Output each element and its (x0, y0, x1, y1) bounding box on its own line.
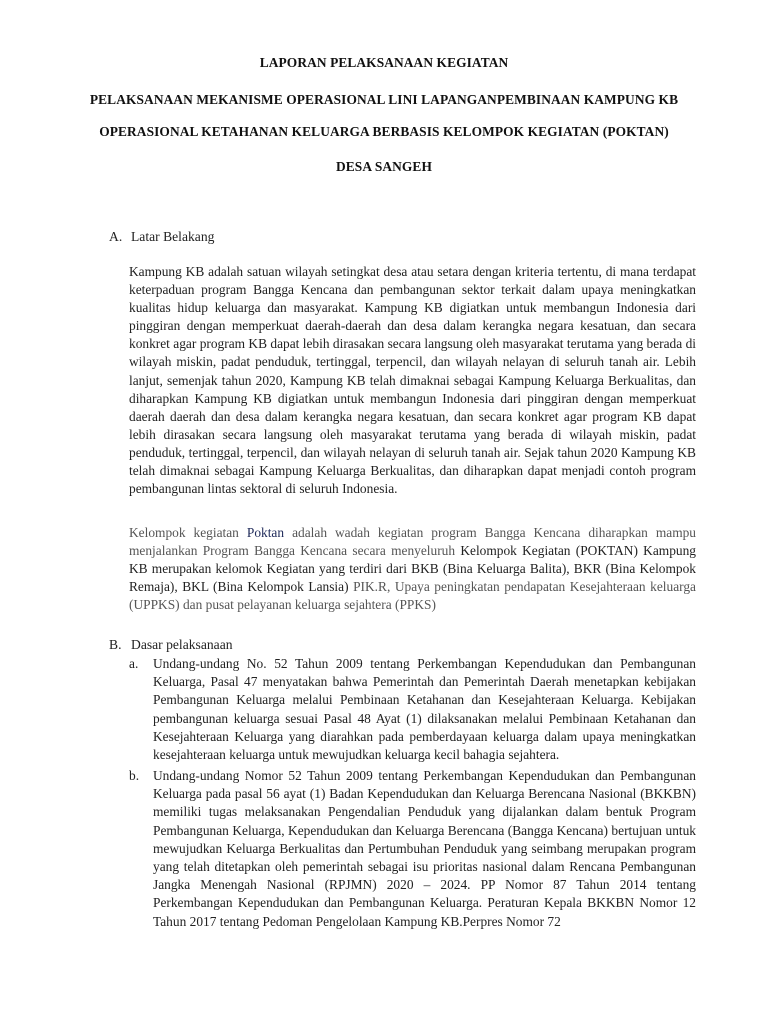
paragraph-2-part-4: PIK.R, Upaya peningkatan pendapatan Kesejahteraan keluarga (UPPKS) dan pusat pelayanan keluarga sejahtera (PPKS) (129, 579, 697, 613)
poktan-link[interactable]: Poktan (246, 525, 285, 540)
section-a-title: Latar Belakang (131, 229, 215, 244)
list-item-text: Undang-undang No. 52 Tahun 2009 tentang Perkembangan Kependudukan dan Pembangunan Keluarga, Pasal 47 menyatakan bahwa Pemerintah dan Pemerintah Daerah menetapkan kebijakan Pembangunan Keluarga melalui Pembinaan Ketahanan dan Kesejahteraan Keluarga. Kebijakan pembangunan keluarga sesuai Pasal 48 Ayat (1) dilaksanakan melalui Pembinaan Ketahanan dan Kesejahteraan Keluarga yang diarahkan pada pemberdayaan keluarga dalam upaya meningkatkan kesejahteraan keluarga untuk mewujudkan keluarga kecil bahagia sejahtera. (153, 656, 696, 763)
background-paragraph-2 (129, 524, 696, 614)
paragraph-2-part-1: Kelompok kegiatan (129, 525, 247, 540)
list-item-marker: a. (129, 656, 139, 671)
background-paragraph-1: Kampung KB adalah satuan wilayah setingkat desa atau setara dengan kriteria tertentu, di mana terdapat keterpaduan program Bangga Kencana dan pembangunan sektor terkait dalam upaya meningkatkan kualitas hidup keluarga dan masyarakat. Kampung KB digiatkan untuk membangun Indonesia dari pinggiran dengan memperkuat daerah-daerah dan desa dalam kerangka negara kesatuan, dan secara konkret agar program KB dapat lebih dirasakan secara langsung oleh masyarakat terutama yang berada di wilayah miskin, padat penduduk, tertinggal, terpencil, dan wilayah nelayan di seluruh tanah air. Lebih lanjut, semenjak tahun 2020, Kampung KB telah dimaknai sebagai Kampung Keluarga Berkualitas, dan diharapkan Kampung KB digiatkan untuk membangun Indonesia dari pinggiran dengan memperkuat daerah daerah dan desa dalam kerangka negara kesatuan, dan secara konkret agar program KB dapat lebih dirasakan secara langsung oleh masyarakat terutama yang berada di wilayah miskin, padat penduduk, tertinggal, terpencil, dan wilayah nelayan di seluruh tanah air. Sejak tahun 2020 Kampung KB telah dimaknai sebagai Kampung Keluarga Berkualitas, dan diharapkan dapat menjadi contoh program pembangunan lintas sektoral di seluruh Indonesia. (129, 264, 696, 497)
paragraph-2-part-3: Kelompok Kegiatan (POKTAN) Kampung KB merupakan kelomok Kegiatan yang terdiri dari BKB (Bina Keluarga Balita), BKR (Bina Kelompok Remaja), BKL (Bina Kelompok Lansia) (129, 543, 696, 595)
section-b-heading (109, 637, 233, 653)
report-subtitle-line-2: OPERASIONAL KETAHANAN KELUARGA BERBASIS KELOMPOK KEGIATAN (POKTAN) (99, 124, 669, 139)
report-title: LAPORAN PELAKSANAAN KEGIATAN (259, 55, 509, 70)
report-location: DESA SANGEH (336, 159, 432, 174)
report-subtitle-line-1: PELAKSANAAN MEKANISME OPERASIONAL LINI LAPANGANPEMBINAAN KAMPUNG KB (89, 92, 679, 107)
section-b-letter: B. (109, 637, 122, 652)
paragraph-2-part-2: adalah wadah kegiatan program Bangga Kencana diharapkan mampu menjalankan Program Bangga Kencana secara menyeluruh (129, 525, 696, 559)
list-item-text: Undang-undang Nomor 52 Tahun 2009 tentang Perkembangan Kependudukan dan Pembangunan Keluarga pada pasal 56 ayat (1) Badan Kependudukan dan Keluarga Berencana Nasional (BKKBN) memiliki tugas melaksanakan Pengendalian Penduduk yang dijalankan dalam bentuk Program Pembangunan Keluarga, Kependudukan dan Keluarga Berencana (Bangga Kencana) bertujuan untuk mewujudkan Keluarga Berkualitas dan Pertumbuhan Penduduk yang seimbang merupakan program yang telah ditetapkan oleh pemerintah sebagai isu prioritas nasional dalam Rencana Pembangunan Jangka Menengah Nasional (RPJMN) 2020 – 2024. PP Nomor 87 Tahun 2014 tentang Perkembangan Kependudukan dan Pembangunan Keluarga. Peraturan Kepala BKKBN Nomor 12 Tahun 2017 tentang Pedoman Pengelolaan Kampung KB.Perpres Nomor 72 (153, 768, 696, 929)
section-b-title: Dasar pelaksanaan (131, 637, 233, 652)
list-item-marker: b. (129, 768, 140, 783)
section-a-letter: A. (109, 229, 123, 244)
section-a-heading (109, 229, 214, 245)
